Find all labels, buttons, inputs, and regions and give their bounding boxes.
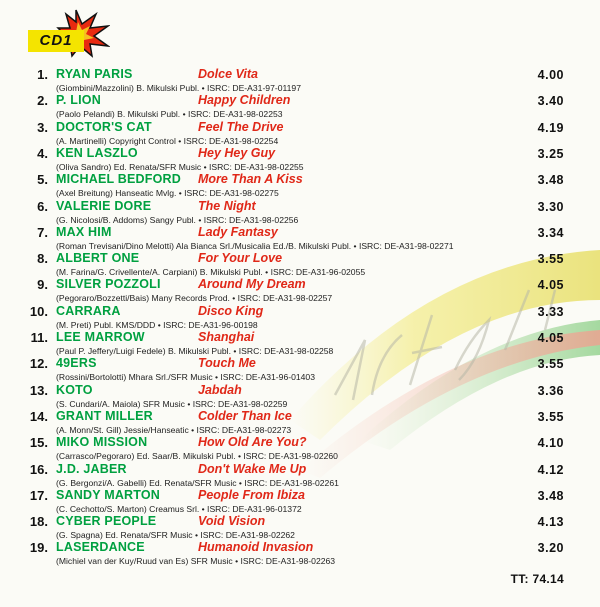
track-duration: 4.10	[537, 436, 564, 451]
track-credit: (Paul P. Jeffery/Luigi Fedele) B. Mikulski Publ. • ISRC: DE-A31-98-02258	[56, 346, 334, 356]
track-artist: MIKO MISSION	[56, 435, 148, 450]
track-title: Happy Children	[198, 93, 291, 108]
track-duration: 3.20	[537, 541, 564, 556]
track-artist: KEN LASZLO	[56, 145, 138, 160]
track-number: 18.	[29, 514, 48, 530]
track-title: Jabdah	[198, 382, 242, 397]
track-duration: 4.12	[537, 462, 564, 477]
track-credit: (Roman Trevisani/Dino Melotti) Ala Bianca Srl./Musicalia Ed./B. Mikulski Publ. • ISRC: DE-A31-98-02271	[56, 240, 454, 251]
track-number: 13.	[29, 382, 48, 398]
track-artist: MAX HIM	[56, 224, 112, 239]
track-number: 1.	[37, 67, 48, 82]
track-title: More Than A Kiss	[198, 172, 303, 187]
track-title: Around My Dream	[198, 277, 306, 292]
track-artist: CYBER PEOPLE	[56, 514, 157, 529]
track-title: People From Ibiza	[198, 487, 305, 502]
track-number: 3.	[37, 119, 48, 135]
track-duration: 3.33	[537, 304, 564, 319]
track-duration: 3.55	[537, 409, 564, 424]
track-duration: 4.05	[537, 331, 564, 345]
track-duration: 3.48	[537, 173, 564, 188]
track-artist: KOTO	[56, 382, 93, 397]
track-credit: (Pegoraro/Bozzetti/Bais) Many Records Prod. • ISRC: DE-A31-98-02257	[56, 293, 333, 304]
track-number: 10.	[29, 303, 48, 319]
track-credit: (M. Farina/G. Crivellente/A. Carpiani) B. Mikulski Publ. • ISRC: DE-A31-96-02055	[56, 267, 366, 278]
track-artist: CARRARA	[56, 303, 121, 318]
track-artist: GRANT MILLER	[56, 408, 153, 423]
track-credit: (Rossini/Bortolotti) Mhara Srl./SFR Music • ISRC: DE-A31-96-01403	[56, 372, 315, 383]
track-number: 11.	[30, 330, 48, 345]
track-number: 6.	[37, 198, 48, 214]
track-artist: ALBERT ONE	[56, 251, 140, 266]
track-number: 4.	[37, 145, 48, 161]
track-number: 12.	[29, 356, 48, 372]
track-duration: 4.13	[537, 515, 564, 530]
track-number: 8.	[37, 251, 48, 267]
track-title: Touch Me	[198, 356, 256, 371]
track-title: Don't Wake Me Up	[198, 461, 307, 476]
track-duration: 3.25	[537, 146, 564, 161]
track-duration: 4.05	[537, 278, 564, 293]
track-credit: (S. Cundari/A. Maiola) SFR Music • ISRC: DE-A31-98-02259	[56, 398, 288, 409]
track-artist: MICHAEL BEDFORD	[56, 172, 181, 187]
track-artist: J.D. JABER	[56, 461, 127, 476]
track-number: 5.	[37, 172, 48, 188]
track-number: 19.	[29, 540, 48, 556]
track-title: How Old Are You?	[198, 435, 307, 450]
track-number: 2.	[37, 93, 48, 109]
track-number: 14.	[29, 408, 48, 424]
track-title: The Night	[198, 198, 256, 213]
track-credit: (Carrasco/Pegoraro) Ed. Saar/B. Mikulski Publ. • ISRC: DE-A31-98-02260	[56, 451, 338, 462]
track-duration: 3.48	[537, 488, 564, 503]
track-number: 16.	[29, 461, 48, 477]
disc-label: CD1	[28, 30, 84, 52]
track-artist: 49ERS	[56, 356, 97, 371]
track-duration: 4.00	[537, 68, 564, 82]
track-artist: VALERIE DORE	[56, 198, 152, 213]
track-credit: (G. Bergonzi/A. Gabelli) Ed. Renata/SFR Music • ISRC: DE-A31-98-02261	[56, 477, 339, 488]
track-title: Shanghai	[198, 330, 255, 344]
track-duration: 3.34	[537, 225, 564, 240]
track-title: Lady Fantasy	[198, 224, 278, 239]
track-title: Void Vision	[198, 514, 266, 529]
track-title: Dolce Vita	[198, 67, 258, 81]
track-artist: DOCTOR'S CAT	[56, 119, 152, 134]
track-duration: 3.36	[537, 383, 564, 398]
track-duration: 3.40	[537, 94, 564, 109]
track-credit: (Oliva Sandro) Ed. Renata/SFR Music • ISRC: DE-A31-98-02255	[56, 161, 304, 172]
track-credit: (Giombini/Mazzolini) B. Mikulski Publ. • ISRC: DE-A31-97-01197	[56, 83, 301, 93]
track-credit: (G. Spagna) Ed. Renata/SFR Music • ISRC: DE-A31-98-02262	[56, 530, 295, 541]
track-credit: (Axel Breitung) Hanseatic Mvlg. • ISRC: DE-A31-98-02275	[56, 188, 279, 199]
track-credit: (Michiel van der Kuy/Ruud van Es) SFR Music • ISRC: DE-A31-98-02263	[56, 556, 336, 567]
track-number: 7.	[37, 224, 48, 240]
track-row	[0, 540, 600, 572]
track-duration: 3.55	[537, 252, 564, 267]
track-title: Disco King	[198, 303, 264, 318]
track-number: 15.	[29, 435, 48, 451]
track-title: Humanoid Invasion	[198, 540, 314, 555]
track-title: Hey Hey Guy	[198, 145, 276, 160]
track-title: For Your Love	[198, 251, 283, 266]
track-artist: P. LION	[56, 93, 101, 108]
track-credit: (A. Martinelli) Copyright Control • ISRC: DE-A31-98-02254	[56, 135, 279, 146]
track-number: 9.	[37, 277, 48, 293]
track-duration: 3.30	[537, 199, 564, 214]
track-artist: LASERDANCE	[56, 540, 145, 555]
track-title: Feel The Drive	[198, 119, 284, 134]
track-credit: (M. Preti) Publ. KMS/DDD • ISRC: DE-A31-96-00198	[56, 319, 258, 330]
track-artist: SANDY MARTON	[56, 487, 161, 502]
track-credit: (G. Nicolosi/B. Addoms) Sangy Publ. • ISRC: DE-A31-98-02256	[56, 214, 299, 225]
track-credit: (A. Monn/St. Gill) Jessie/Hanseatic • ISRC: DE-A31-98-02273	[56, 424, 292, 435]
disc-badge	[18, 8, 110, 58]
track-title: Colder Than Ice	[198, 408, 292, 423]
track-credit: (C. Cechotto/S. Marton) Creamus Srl. • ISRC: DE-A31-96-01372	[56, 503, 302, 514]
total-time: TT: 74.14	[510, 572, 564, 586]
track-number: 17.	[29, 487, 48, 503]
track-artist: LEE MARROW	[56, 330, 145, 344]
track-credit: (Paolo Pelandi) B. Mikulski Publ. • ISRC: DE-A31-98-02253	[56, 109, 283, 120]
track-artist: SILVER POZZOLI	[56, 277, 161, 292]
track-duration: 3.55	[537, 357, 564, 372]
track-duration: 4.19	[537, 120, 564, 135]
track-artist: RYAN PARIS	[56, 67, 133, 81]
